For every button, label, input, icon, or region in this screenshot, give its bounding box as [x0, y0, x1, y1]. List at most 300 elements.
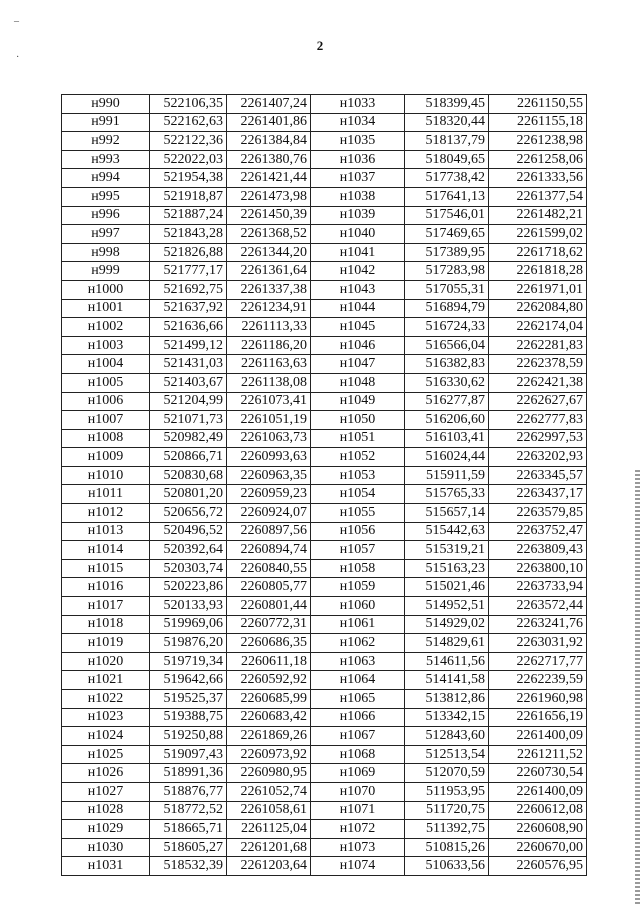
y-coordinate: 2263809,43: [489, 541, 587, 560]
table-row: [62, 95, 587, 114]
point-label: н1050: [311, 411, 405, 430]
x-coordinate: 519719,34: [150, 652, 227, 671]
point-label: н994: [62, 169, 150, 188]
x-coordinate: 520496,52: [150, 522, 227, 541]
y-coordinate: 2261377,54: [489, 187, 587, 206]
table-row: [62, 578, 587, 597]
point-label: н1055: [311, 504, 405, 523]
table-row: [62, 392, 587, 411]
y-coordinate: 2261337,38: [227, 280, 311, 299]
table-row: [62, 299, 587, 318]
point-label: н1009: [62, 448, 150, 467]
x-coordinate: 512070,59: [405, 764, 489, 783]
x-coordinate: 520830,68: [150, 466, 227, 485]
table-row: [62, 448, 587, 467]
x-coordinate: 512843,60: [405, 727, 489, 746]
x-coordinate: 520303,74: [150, 559, 227, 578]
coordinates-table: [61, 94, 587, 876]
point-label: н1071: [311, 801, 405, 820]
y-coordinate: 2261063,73: [227, 429, 311, 448]
x-coordinate: 514611,56: [405, 652, 489, 671]
table-row: [62, 504, 587, 523]
y-coordinate: 2261211,52: [489, 745, 587, 764]
x-coordinate: 516277,87: [405, 392, 489, 411]
point-label: н1035: [311, 132, 405, 151]
point-label: н1054: [311, 485, 405, 504]
point-label: н999: [62, 262, 150, 281]
y-coordinate: 2261718,62: [489, 243, 587, 262]
table-row: [62, 708, 587, 727]
point-label: н1063: [311, 652, 405, 671]
table-row: [62, 801, 587, 820]
x-coordinate: 518876,77: [150, 782, 227, 801]
x-coordinate: 518991,36: [150, 764, 227, 783]
x-coordinate: 520801,20: [150, 485, 227, 504]
y-coordinate: 2260730,54: [489, 764, 587, 783]
x-coordinate: 517283,98: [405, 262, 489, 281]
scan-mark: ·: [16, 52, 20, 63]
point-label: н1059: [311, 578, 405, 597]
y-coordinate: 2263345,57: [489, 466, 587, 485]
table-row: [62, 820, 587, 839]
y-coordinate: 2260612,08: [489, 801, 587, 820]
x-coordinate: 521843,28: [150, 225, 227, 244]
x-coordinate: 520392,64: [150, 541, 227, 560]
x-coordinate: 521918,87: [150, 187, 227, 206]
x-coordinate: 518532,39: [150, 857, 227, 876]
point-label: н1070: [311, 782, 405, 801]
y-coordinate: 2260973,92: [227, 745, 311, 764]
y-coordinate: 2261234,91: [227, 299, 311, 318]
point-label: н1029: [62, 820, 150, 839]
x-coordinate: 520982,49: [150, 429, 227, 448]
y-coordinate: 2261599,02: [489, 225, 587, 244]
x-coordinate: 521431,03: [150, 355, 227, 374]
x-coordinate: 518049,65: [405, 150, 489, 169]
table-row: [62, 690, 587, 709]
x-coordinate: 520866,71: [150, 448, 227, 467]
point-label: н1066: [311, 708, 405, 727]
y-coordinate: 2263733,94: [489, 578, 587, 597]
x-coordinate: 521692,75: [150, 280, 227, 299]
x-coordinate: 521204,99: [150, 392, 227, 411]
y-coordinate: 2260959,23: [227, 485, 311, 504]
table-row: [62, 355, 587, 374]
point-label: н1001: [62, 299, 150, 318]
table-row: [62, 838, 587, 857]
x-coordinate: 518605,27: [150, 838, 227, 857]
x-coordinate: 520656,72: [150, 504, 227, 523]
point-label: н1038: [311, 187, 405, 206]
point-label: н1020: [62, 652, 150, 671]
x-coordinate: 511953,95: [405, 782, 489, 801]
y-coordinate: 2261138,08: [227, 373, 311, 392]
point-label: н995: [62, 187, 150, 206]
table-row: [62, 466, 587, 485]
scan-mark: –: [14, 16, 19, 27]
point-label: н1013: [62, 522, 150, 541]
x-coordinate: 520223,86: [150, 578, 227, 597]
point-label: н996: [62, 206, 150, 225]
point-label: н1061: [311, 615, 405, 634]
y-coordinate: 2260894,74: [227, 541, 311, 560]
y-coordinate: 2260683,42: [227, 708, 311, 727]
x-coordinate: 515442,63: [405, 522, 489, 541]
y-coordinate: 2261450,39: [227, 206, 311, 225]
point-label: н1069: [311, 764, 405, 783]
x-coordinate: 519388,75: [150, 708, 227, 727]
x-coordinate: 522106,35: [150, 95, 227, 114]
y-coordinate: 2260980,95: [227, 764, 311, 783]
point-label: н1004: [62, 355, 150, 374]
point-label: н1039: [311, 206, 405, 225]
y-coordinate: 2263241,76: [489, 615, 587, 634]
point-label: н1042: [311, 262, 405, 281]
point-label: н1005: [62, 373, 150, 392]
point-label: н1033: [311, 95, 405, 114]
x-coordinate: 516330,62: [405, 373, 489, 392]
y-coordinate: 2261163,63: [227, 355, 311, 374]
x-coordinate: 519250,88: [150, 727, 227, 746]
y-coordinate: 2260840,55: [227, 559, 311, 578]
y-coordinate: 2260924,07: [227, 504, 311, 523]
y-coordinate: 2261073,41: [227, 392, 311, 411]
point-label: н1034: [311, 113, 405, 132]
y-coordinate: 2262378,59: [489, 355, 587, 374]
table-row: [62, 652, 587, 671]
point-label: н1011: [62, 485, 150, 504]
point-label: н1073: [311, 838, 405, 857]
point-label: н1049: [311, 392, 405, 411]
table-row: [62, 225, 587, 244]
y-coordinate: 2261361,64: [227, 262, 311, 281]
y-coordinate: 2262084,80: [489, 299, 587, 318]
point-label: н1044: [311, 299, 405, 318]
point-label: н1068: [311, 745, 405, 764]
y-coordinate: 2261344,20: [227, 243, 311, 262]
x-coordinate: 511392,75: [405, 820, 489, 839]
point-label: н1003: [62, 336, 150, 355]
point-label: н1037: [311, 169, 405, 188]
x-coordinate: 511720,75: [405, 801, 489, 820]
x-coordinate: 521777,17: [150, 262, 227, 281]
x-coordinate: 521637,92: [150, 299, 227, 318]
y-coordinate: 2262627,67: [489, 392, 587, 411]
y-coordinate: 2261818,28: [489, 262, 587, 281]
point-label: н1056: [311, 522, 405, 541]
table-row: [62, 373, 587, 392]
point-label: н1064: [311, 671, 405, 690]
y-coordinate: 2261125,04: [227, 820, 311, 839]
x-coordinate: 510633,56: [405, 857, 489, 876]
x-coordinate: 515319,21: [405, 541, 489, 560]
x-coordinate: 521954,38: [150, 169, 227, 188]
x-coordinate: 514929,02: [405, 615, 489, 634]
point-label: н1022: [62, 690, 150, 709]
point-label: н1074: [311, 857, 405, 876]
table-row: [62, 429, 587, 448]
point-label: н998: [62, 243, 150, 262]
point-label: н1027: [62, 782, 150, 801]
x-coordinate: 517055,31: [405, 280, 489, 299]
point-label: н1065: [311, 690, 405, 709]
x-coordinate: 515163,23: [405, 559, 489, 578]
x-coordinate: 517546,01: [405, 206, 489, 225]
table-row: [62, 132, 587, 151]
x-coordinate: 519969,06: [150, 615, 227, 634]
point-label: н1014: [62, 541, 150, 560]
point-label: н1060: [311, 597, 405, 616]
y-coordinate: 2262239,59: [489, 671, 587, 690]
point-label: н993: [62, 150, 150, 169]
y-coordinate: 2261052,74: [227, 782, 311, 801]
y-coordinate: 2260608,90: [489, 820, 587, 839]
y-coordinate: 2260685,99: [227, 690, 311, 709]
x-coordinate: 521499,12: [150, 336, 227, 355]
y-coordinate: 2263800,10: [489, 559, 587, 578]
y-coordinate: 2261051,19: [227, 411, 311, 430]
y-coordinate: 2260592,92: [227, 671, 311, 690]
point-label: н1025: [62, 745, 150, 764]
x-coordinate: 516724,33: [405, 318, 489, 337]
x-coordinate: 518320,44: [405, 113, 489, 132]
table-row: [62, 764, 587, 783]
point-label: н1007: [62, 411, 150, 430]
y-coordinate: 2263031,92: [489, 634, 587, 653]
point-label: н1072: [311, 820, 405, 839]
table-row: [62, 857, 587, 876]
table-row: [62, 541, 587, 560]
table-row: [62, 727, 587, 746]
point-label: н1062: [311, 634, 405, 653]
y-coordinate: 2263437,17: [489, 485, 587, 504]
point-label: н1030: [62, 838, 150, 857]
point-label: н1016: [62, 578, 150, 597]
y-coordinate: 2262421,38: [489, 373, 587, 392]
y-coordinate: 2261869,26: [227, 727, 311, 746]
y-coordinate: 2263579,85: [489, 504, 587, 523]
x-coordinate: 522022,03: [150, 150, 227, 169]
point-label: н1043: [311, 280, 405, 299]
table-row: [62, 671, 587, 690]
x-coordinate: 521826,88: [150, 243, 227, 262]
table-row: [62, 559, 587, 578]
point-label: н1008: [62, 429, 150, 448]
x-coordinate: 516566,04: [405, 336, 489, 355]
y-coordinate: 2261384,84: [227, 132, 311, 151]
y-coordinate: 2260576,95: [489, 857, 587, 876]
table-row: [62, 522, 587, 541]
y-coordinate: 2261971,01: [489, 280, 587, 299]
x-coordinate: 522122,36: [150, 132, 227, 151]
point-label: н1058: [311, 559, 405, 578]
x-coordinate: 519642,66: [150, 671, 227, 690]
x-coordinate: 514141,58: [405, 671, 489, 690]
point-label: н1036: [311, 150, 405, 169]
y-coordinate: 2261368,52: [227, 225, 311, 244]
x-coordinate: 515765,33: [405, 485, 489, 504]
point-label: н1026: [62, 764, 150, 783]
y-coordinate: 2261150,55: [489, 95, 587, 114]
y-coordinate: 2261333,56: [489, 169, 587, 188]
point-label: н1006: [62, 392, 150, 411]
point-label: н1057: [311, 541, 405, 560]
x-coordinate: 519097,43: [150, 745, 227, 764]
y-coordinate: 2262281,83: [489, 336, 587, 355]
y-coordinate: 2261058,61: [227, 801, 311, 820]
x-coordinate: 518137,79: [405, 132, 489, 151]
y-coordinate: 2261400,09: [489, 782, 587, 801]
y-coordinate: 2260801,44: [227, 597, 311, 616]
point-label: н1015: [62, 559, 150, 578]
table-row: [62, 318, 587, 337]
table-row: [62, 280, 587, 299]
point-label: н1017: [62, 597, 150, 616]
scan-edge: [635, 470, 640, 905]
table-row: [62, 597, 587, 616]
x-coordinate: 516206,60: [405, 411, 489, 430]
x-coordinate: 518772,52: [150, 801, 227, 820]
x-coordinate: 515021,46: [405, 578, 489, 597]
coordinates-table-body: [62, 95, 587, 876]
y-coordinate: 2262174,04: [489, 318, 587, 337]
x-coordinate: 521887,24: [150, 206, 227, 225]
y-coordinate: 2261407,24: [227, 95, 311, 114]
y-coordinate: 2263752,47: [489, 522, 587, 541]
y-coordinate: 2260963,35: [227, 466, 311, 485]
point-label: н1046: [311, 336, 405, 355]
y-coordinate: 2261238,98: [489, 132, 587, 151]
table-row: [62, 243, 587, 262]
x-coordinate: 517641,13: [405, 187, 489, 206]
y-coordinate: 2263202,93: [489, 448, 587, 467]
table-row: [62, 485, 587, 504]
y-coordinate: 2260686,35: [227, 634, 311, 653]
y-coordinate: 2261421,44: [227, 169, 311, 188]
y-coordinate: 2262777,83: [489, 411, 587, 430]
y-coordinate: 2261380,76: [227, 150, 311, 169]
point-label: н992: [62, 132, 150, 151]
y-coordinate: 2261656,19: [489, 708, 587, 727]
x-coordinate: 516103,41: [405, 429, 489, 448]
x-coordinate: 516894,79: [405, 299, 489, 318]
y-coordinate: 2261258,06: [489, 150, 587, 169]
x-coordinate: 513812,86: [405, 690, 489, 709]
x-coordinate: 515657,14: [405, 504, 489, 523]
x-coordinate: 515911,59: [405, 466, 489, 485]
x-coordinate: 513342,15: [405, 708, 489, 727]
point-label: н1028: [62, 801, 150, 820]
x-coordinate: 516382,83: [405, 355, 489, 374]
x-coordinate: 517738,42: [405, 169, 489, 188]
point-label: н1012: [62, 504, 150, 523]
table-row: [62, 745, 587, 764]
table-row: [62, 206, 587, 225]
point-label: н991: [62, 113, 150, 132]
x-coordinate: 521403,67: [150, 373, 227, 392]
table-row: [62, 615, 587, 634]
y-coordinate: 2261960,98: [489, 690, 587, 709]
y-coordinate: 2262717,77: [489, 652, 587, 671]
y-coordinate: 2260772,31: [227, 615, 311, 634]
x-coordinate: 517469,65: [405, 225, 489, 244]
y-coordinate: 2260897,56: [227, 522, 311, 541]
point-label: н990: [62, 95, 150, 114]
point-label: н1023: [62, 708, 150, 727]
table-row: [62, 262, 587, 281]
point-label: н1052: [311, 448, 405, 467]
y-coordinate: 2262997,53: [489, 429, 587, 448]
table-row: [62, 150, 587, 169]
y-coordinate: 2260993,63: [227, 448, 311, 467]
x-coordinate: 518665,71: [150, 820, 227, 839]
table-row: [62, 782, 587, 801]
x-coordinate: 514829,61: [405, 634, 489, 653]
table-row: [62, 634, 587, 653]
x-coordinate: 519525,37: [150, 690, 227, 709]
point-label: н1002: [62, 318, 150, 337]
point-label: н1021: [62, 671, 150, 690]
point-label: н1018: [62, 615, 150, 634]
point-label: н997: [62, 225, 150, 244]
x-coordinate: 518399,45: [405, 95, 489, 114]
point-label: н1048: [311, 373, 405, 392]
y-coordinate: 2261155,18: [489, 113, 587, 132]
y-coordinate: 2261113,33: [227, 318, 311, 337]
y-coordinate: 2261473,98: [227, 187, 311, 206]
page-number: 2: [316, 38, 324, 53]
point-label: н1019: [62, 634, 150, 653]
y-coordinate: 2260670,00: [489, 838, 587, 857]
point-label: н1000: [62, 280, 150, 299]
x-coordinate: 522162,63: [150, 113, 227, 132]
table-row: [62, 411, 587, 430]
y-coordinate: 2260611,18: [227, 652, 311, 671]
point-label: н1031: [62, 857, 150, 876]
y-coordinate: 2261482,21: [489, 206, 587, 225]
x-coordinate: 517389,95: [405, 243, 489, 262]
y-coordinate: 2261400,09: [489, 727, 587, 746]
table-row: [62, 336, 587, 355]
x-coordinate: 521636,66: [150, 318, 227, 337]
y-coordinate: 2261203,64: [227, 857, 311, 876]
point-label: н1040: [311, 225, 405, 244]
x-coordinate: 520133,93: [150, 597, 227, 616]
x-coordinate: 516024,44: [405, 448, 489, 467]
y-coordinate: 2263572,44: [489, 597, 587, 616]
point-label: н1051: [311, 429, 405, 448]
point-label: н1053: [311, 466, 405, 485]
y-coordinate: 2261401,86: [227, 113, 311, 132]
point-label: н1024: [62, 727, 150, 746]
x-coordinate: 521071,73: [150, 411, 227, 430]
point-label: н1067: [311, 727, 405, 746]
y-coordinate: 2261186,20: [227, 336, 311, 355]
x-coordinate: 519876,20: [150, 634, 227, 653]
x-coordinate: 510815,26: [405, 838, 489, 857]
y-coordinate: 2260805,77: [227, 578, 311, 597]
x-coordinate: 514952,51: [405, 597, 489, 616]
table-row: [62, 187, 587, 206]
point-label: н1010: [62, 466, 150, 485]
table-row: [62, 113, 587, 132]
table-row: [62, 169, 587, 188]
point-label: н1045: [311, 318, 405, 337]
y-coordinate: 2261201,68: [227, 838, 311, 857]
point-label: н1047: [311, 355, 405, 374]
x-coordinate: 512513,54: [405, 745, 489, 764]
point-label: н1041: [311, 243, 405, 262]
